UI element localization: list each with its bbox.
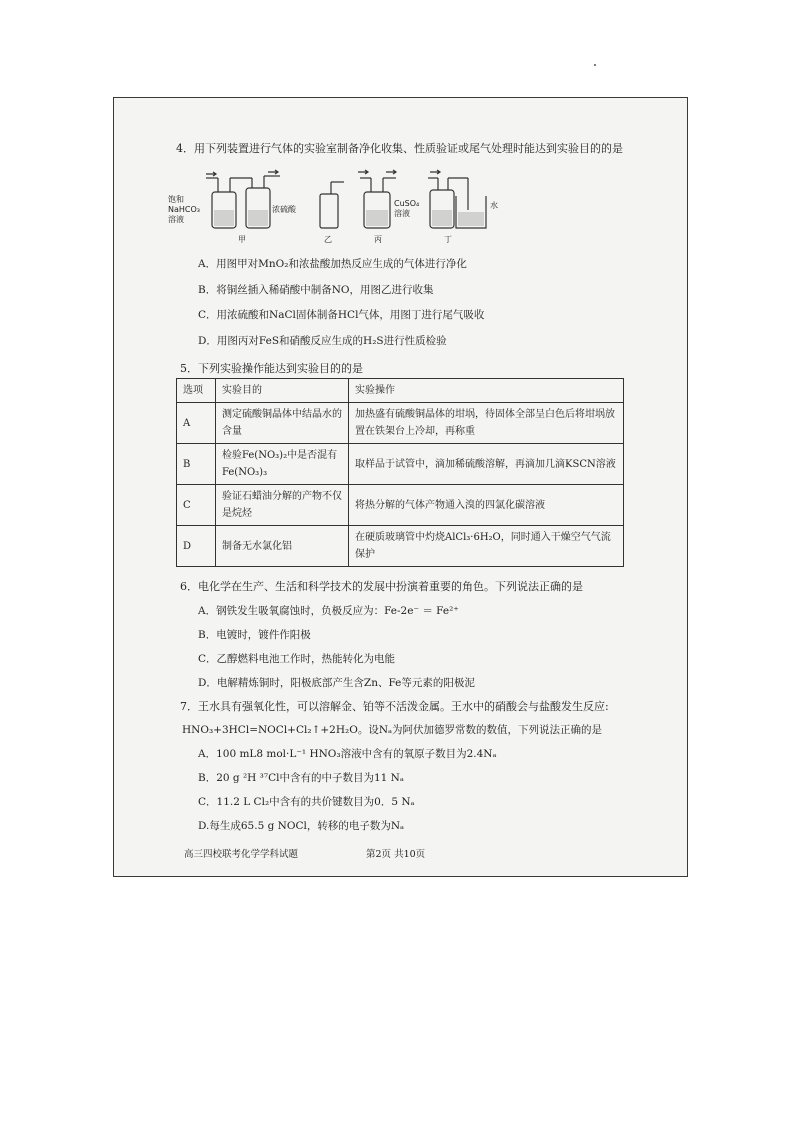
- q4-option-b: B．将铜丝插入稀硝酸中制备NO，用图乙进行收集: [198, 284, 434, 296]
- label-jia: 甲: [238, 235, 246, 244]
- label-water: 水: [490, 201, 498, 210]
- row-operation: 在硬质玻璃管中灼烧AlCl₃·6H₂O，同时通入干燥空气气流保护: [349, 526, 624, 567]
- row-key: D: [177, 526, 216, 567]
- label-saturated: 饱和: [168, 195, 184, 204]
- q7-option-d: D.每生成65.5 g NOCl，转移的电子数为Nₐ: [198, 820, 405, 832]
- row-purpose: 检验Fe(NO₃)₂中是否混有Fe(NO₃)₃: [216, 444, 349, 485]
- q5-table: [176, 378, 624, 567]
- q7-stem-line-2: HNO₃+3HCl=NOCl+Cl₂↑+2H₂O。设Nₐ为阿伏加德罗常数的数值，下列说法正确的是: [182, 724, 603, 736]
- speck: [594, 64, 596, 66]
- collection-bottle: [320, 194, 338, 228]
- exam-page: [113, 97, 688, 877]
- header-option: 选项: [177, 379, 216, 403]
- q6-option-d: D．电解精炼铜时，阳极底部产生含Zn、Fe等元素的阳极泥: [198, 677, 475, 689]
- label-bing: 丙: [374, 235, 382, 244]
- footer-page-number: 第2页 共10页: [366, 849, 426, 860]
- table-header-row: [177, 379, 624, 403]
- row-operation: 将热分解的气体产物通入溴的四氯化碳溶液: [349, 485, 624, 526]
- q6-option-b: B．电镀时，镀件作阳极: [198, 629, 311, 641]
- q4-option-d: D．用图丙对FeS和硝酸反应生成的H₂S进行性质检验: [198, 335, 447, 347]
- q6-option-c: C．乙醇燃料电池工作时，热能转化为电能: [198, 653, 396, 665]
- q5-stem: 5．下列实验操作能达到实验目的的是: [180, 362, 363, 375]
- q4-stem: 4．用下列装置进行气体的实验室制备净化收集、性质验证或尾气处理时能达到实验目的的是: [176, 142, 623, 155]
- row-purpose: 制备无水氯化铝: [216, 526, 349, 567]
- header-operation: 实验操作: [349, 379, 624, 403]
- label-solution-2: 溶液: [394, 209, 410, 218]
- row-key: A: [177, 403, 216, 444]
- row-purpose: 测定硫酸铜晶体中结晶水的含量: [216, 403, 349, 444]
- row-operation: 加热盛有硫酸铜晶体的坩埚，待固体全部呈白色后将坩埚放置在铁架台上冷却，再称重: [349, 403, 624, 444]
- q4-option-c: C．用浓硫酸和NaCl固体制备HCl气体，用图丁进行尾气吸收: [198, 309, 485, 321]
- row-operation: 取样品于试管中，滴加稀硫酸溶解，再滴加几滴KSCN溶液: [349, 444, 624, 485]
- q7-stem-line-1: 7．王水具有强氧化性，可以溶解金、铂等不活泼金属。王水中的硝酸会与盐酸发生反应:: [180, 700, 609, 713]
- q6-stem: 6．电化学在生产、生活和科学技术的发展中扮演着重要的角色。下列说法正确的是: [180, 580, 583, 593]
- q4-option-a: A．用图甲对MnO₂和浓盐酸加热反应生成的气体进行净化: [198, 258, 467, 270]
- q7-option-a: A．100 mL8 mol·L⁻¹ HNO₃溶液中含有的氧原子数目为2.4Nₐ: [198, 748, 497, 760]
- label-yi: 乙: [324, 235, 332, 244]
- table-row: [177, 444, 624, 485]
- label-ding: 丁: [444, 235, 452, 244]
- table-row: [177, 403, 624, 444]
- q7-option-c: C．11.2 L Cl₂中含有的共价键数目为0．5 Nₐ: [198, 796, 415, 808]
- q4-apparatus-diagram: [168, 166, 538, 246]
- header-purpose: 实验目的: [216, 379, 349, 403]
- label-solution-1: 溶液: [168, 215, 184, 224]
- table-row: [177, 526, 624, 567]
- row-key: B: [177, 444, 216, 485]
- footer-title: 高三四校联考化学学科试题: [184, 849, 299, 860]
- label-cuso4: CuSO₄: [394, 199, 420, 208]
- row-key: C: [177, 485, 216, 526]
- q7-option-b: B．20 g ²H ³⁷Cl中含有的中子数目为11 Nₐ: [198, 772, 404, 784]
- label-nahco3: NaHCO₃: [168, 205, 200, 214]
- table-row: [177, 485, 624, 526]
- q6-option-a: A．钢铁发生吸氧腐蚀时，负极反应为：Fe-2e⁻ ＝ Fe²⁺: [198, 605, 459, 617]
- row-purpose: 验证石蜡油分解的产物不仅是烷烃: [216, 485, 349, 526]
- label-conc-h2so4: 浓硫酸: [272, 205, 296, 214]
